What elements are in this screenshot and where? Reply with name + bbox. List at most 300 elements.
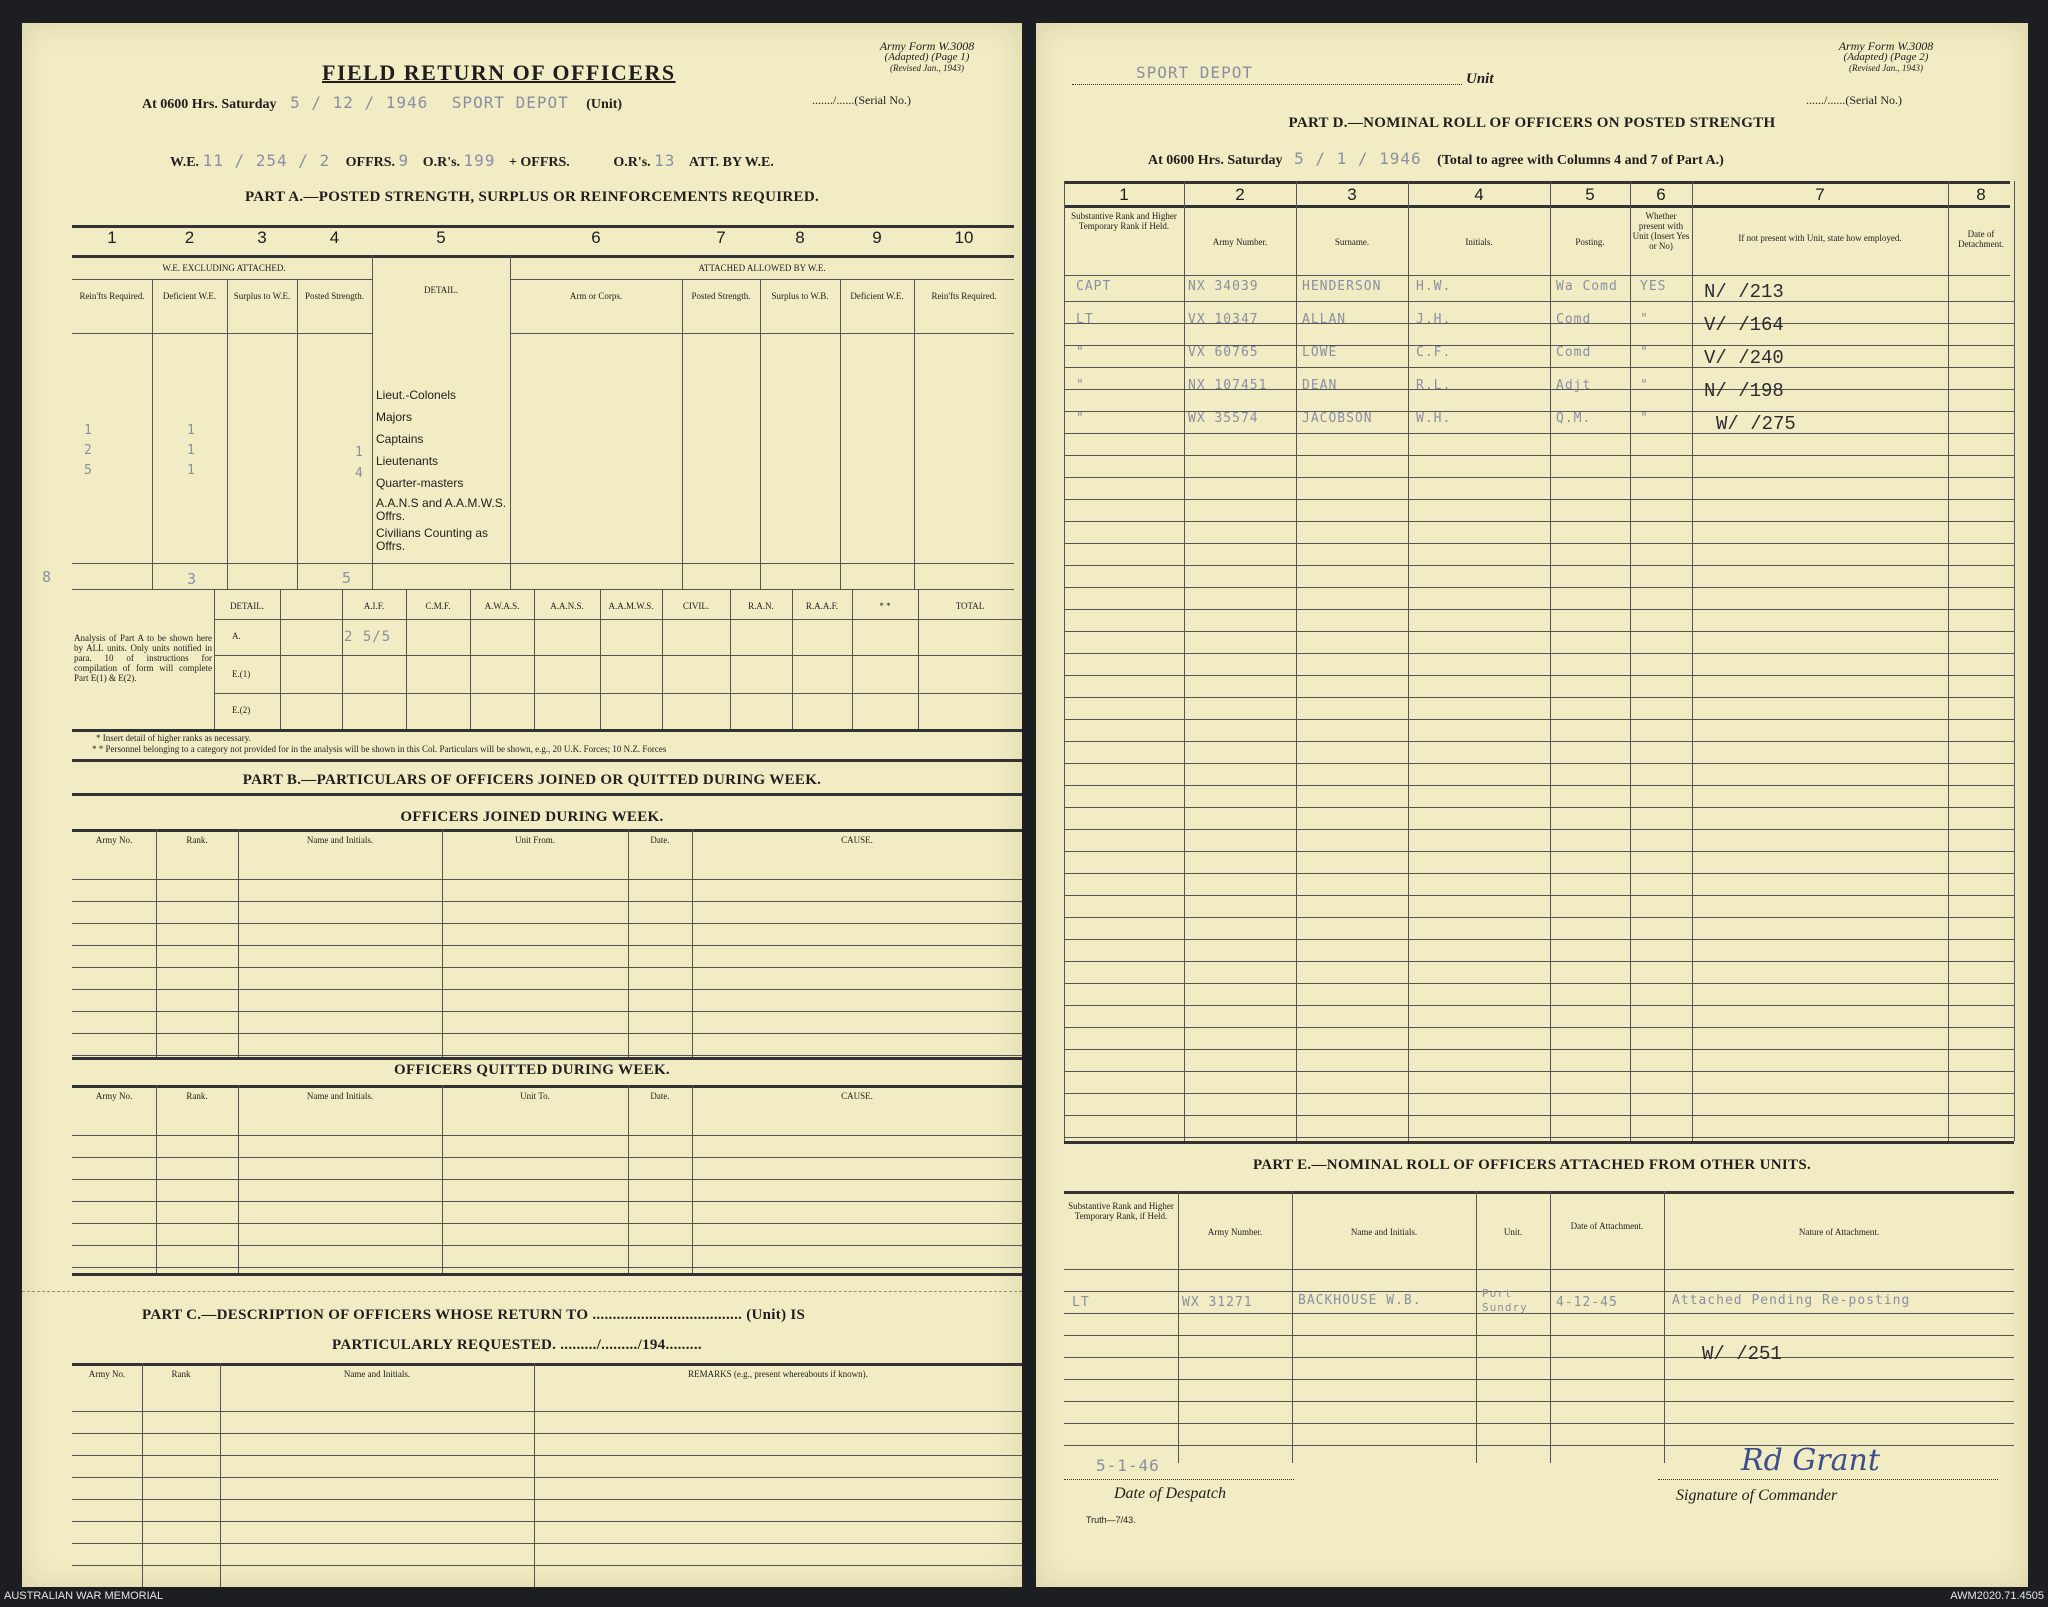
time-line (142, 93, 622, 113)
rule-h (72, 1245, 1022, 1246)
rule-v (156, 829, 157, 1057)
table-header: Army No. (95, 1091, 133, 1101)
col-number: 5 (1585, 185, 1595, 204)
rule-h (72, 1201, 1022, 1202)
rule-h (72, 1521, 1022, 1522)
rule-v (628, 829, 629, 1057)
col-header: Date of Detachment. (1958, 229, 2004, 249)
col-number: 3 (1347, 185, 1357, 204)
detail-row: A.A.N.S and A.A.M.W.S. Offrs. (376, 496, 507, 523)
hw-initials: W.H. (1416, 411, 1452, 426)
hw-army-no: NX 34039 (1188, 279, 1259, 294)
we-excluding-label: W.E. EXCLUDING ATTACHED. (162, 263, 286, 273)
rule-h (1064, 895, 2014, 896)
hw-total: 5 (342, 569, 353, 587)
col-header: Surplus to W.B. (771, 291, 829, 301)
rule-h (1064, 741, 2014, 742)
hw-army-no: WX 31271 (1182, 1295, 1253, 1310)
col-header: DETAIL. (423, 285, 459, 295)
col-number: 8 (795, 228, 805, 247)
ors-label: O.R's. (422, 155, 461, 170)
form-page-1 (22, 23, 1022, 1587)
rule-h (1064, 521, 2014, 522)
col-header: Posting. (1575, 237, 1605, 247)
rule (72, 1363, 1022, 1366)
rule (72, 729, 1022, 732)
col-header: Arm or Corps. (569, 291, 623, 301)
hw-surname: JACOBSON (1302, 411, 1373, 426)
hw-rank: " (1076, 411, 1085, 426)
hw-initials: H.W. (1416, 279, 1452, 294)
rule-h (72, 1135, 1022, 1136)
col-number: 6 (591, 228, 601, 247)
col-header: Surname. (1334, 237, 1370, 247)
rule-h (1064, 1335, 2014, 1336)
rule-h (1064, 455, 2014, 456)
col-number: 7 (1815, 185, 1825, 204)
hw-offrs-value: 9 (398, 151, 410, 170)
col-number: 6 (1656, 185, 1666, 204)
time-line-suffix: (Total to agree with Columns 4 and 7 of Part A.) (1437, 153, 1724, 168)
unit-dotted-line (1072, 84, 1462, 85)
hw-posting: Adjt (1556, 378, 1592, 393)
form-id-line: (Adapted) (Page 2) (1843, 51, 1929, 63)
rule-h (1064, 543, 2014, 544)
detail-row: Captains (376, 432, 424, 446)
rule-v (1408, 181, 1409, 1141)
page-title: FIELD RETURN OF OFFICERS (322, 60, 676, 85)
hw-surname: ALLAN (1302, 312, 1347, 327)
part-b-title: PART B.—PARTICULARS OF OFFICERS JOINED OR QUITTED DURING WEEK. (242, 772, 822, 788)
hw-reinfts: 1 (84, 423, 93, 438)
despatch-dotted-line (1064, 1479, 1294, 1480)
hw-unit: Port Sundry (1482, 1287, 1528, 1314)
hw-army-no: NX 107451 (1188, 378, 1268, 393)
table-header: Rank. (186, 835, 208, 845)
col-header: Deficient W.E. (162, 291, 217, 301)
hw-rank: " (1076, 378, 1085, 393)
hw-ors-value: 199 (463, 151, 496, 170)
rule-h (72, 1157, 1022, 1158)
col-header: Substantive Rank and Higher Temporary Rank if Held. (1071, 211, 1177, 231)
hw-initials: J.H. (1416, 312, 1452, 327)
hw-present: " (1640, 312, 1649, 327)
table-header: Name and Initials. (306, 1091, 374, 1101)
serial-no: ....../......(Serial No.) (1806, 93, 1902, 107)
time-line-prefix: At 0600 Hrs. Saturday (1148, 153, 1283, 168)
rule-h (72, 1223, 1022, 1224)
hw-rank: CAPT (1076, 279, 1112, 294)
rule-h (72, 989, 1022, 990)
rule (72, 333, 372, 334)
detail-row: Lieut.-Colonels (376, 388, 457, 402)
ors2-label: O.R's. (613, 155, 651, 170)
rule-h (1064, 763, 2014, 764)
hw-surname: HENDERSON (1302, 279, 1382, 294)
part-c-line-2: PARTICULARLY REQUESTED. ........./........./194......... (332, 1337, 702, 1353)
rule-h (1064, 1093, 2014, 1094)
form-page-2 (1036, 23, 2028, 1587)
hw-total: 8 (42, 568, 53, 586)
analysis-header: A.I.F. (363, 601, 385, 611)
table-header: Unit From. (514, 835, 555, 845)
col-header: Surplus to W.E. (233, 291, 291, 301)
hw-despatch-date: 5-1-46 (1096, 1456, 1160, 1475)
analysis-header: TOTAL (955, 601, 985, 611)
rule-h (72, 1499, 1022, 1500)
col-number: 4 (329, 228, 340, 247)
table-header: Army No. (88, 1369, 126, 1379)
col-header: Name and Initials. (1350, 1227, 1418, 1237)
rule-h (1064, 1357, 2014, 1358)
rule-h (1064, 301, 2014, 302)
rule-h (72, 923, 1022, 924)
hw-we-value: 11 / 254 / 2 (202, 151, 331, 170)
unit-suffix: (Unit) (586, 97, 623, 112)
hw-surname: DEAN (1302, 378, 1338, 393)
table-header: Rank (171, 1369, 191, 1379)
rule-h (1064, 873, 2014, 874)
hw-date: 5 / 12 / 1946 (290, 93, 429, 112)
rule-h (1064, 983, 2014, 984)
detail-row: Majors (376, 410, 413, 424)
hw-date: 5 / 1 / 1946 (1294, 149, 1422, 168)
col-number: 7 (716, 228, 726, 247)
col-number: 8 (1976, 185, 1986, 204)
part-e-title: PART E.—NOMINAL ROLL OF OFFICERS ATTACHED FROM OTHER UNITS. (1252, 1157, 1812, 1173)
col-number: 9 (872, 228, 882, 247)
rule-h (1064, 587, 2014, 588)
table-header: Army No. (95, 835, 133, 845)
rule (72, 793, 1022, 796)
col-number: 3 (257, 228, 267, 247)
rule-h (72, 1455, 1022, 1456)
stamp-number: V/ /240 (1704, 347, 1784, 369)
analysis-header: R.A.A.F. (805, 601, 839, 611)
col-number: 2 (184, 228, 195, 247)
hw-initials: C.F. (1416, 345, 1452, 360)
rule-h (214, 655, 1022, 656)
hw-present: " (1640, 378, 1649, 393)
rule-h (72, 1267, 1022, 1268)
rule-v (1630, 181, 1631, 1141)
unit-label: Unit (1466, 71, 1494, 87)
rule-h (1064, 1005, 2014, 1006)
rule-v (914, 279, 915, 589)
rule-h (214, 693, 1022, 694)
col-header: Army Number. (1212, 237, 1268, 247)
hw-posting: Comd (1556, 345, 1592, 360)
rule-v (840, 279, 841, 589)
analysis-row-label: E.(2) (232, 705, 251, 715)
rule-h (72, 967, 1022, 968)
part-c-line-1: PART C.—DESCRIPTION OF OFFICERS WHOSE RETURN TO ..................................... (Unit) IS (142, 1307, 806, 1323)
analysis-header: CIVIL. (682, 601, 710, 611)
rule (1064, 275, 2010, 276)
part-a-title: PART A.—POSTED STRENGTH, SURPLUS OR REINFORCEMENTS REQUIRED. (244, 189, 820, 205)
rule-v (280, 589, 281, 729)
analysis-row-label: A. (232, 631, 241, 641)
hw-posting: Q.M. (1556, 411, 1592, 426)
hw-army-no: WX 35574 (1188, 411, 1259, 426)
rule-h (1064, 1071, 2014, 1072)
col-number: 10 (954, 228, 974, 247)
analysis-header: C.M.F. (425, 601, 451, 611)
signature-label: Signature of Commander (1676, 1487, 1838, 1504)
rule-h (1064, 785, 2014, 786)
rule-h (72, 1179, 1022, 1180)
rule-h (72, 945, 1022, 946)
form-id-line: (Revised Jan., 1943) (890, 63, 964, 73)
form-id-line: Army Form W.3008 (1838, 39, 1934, 53)
rule-v (682, 279, 683, 589)
col-header: Whether present with Unit (Insert Yes or No) (1632, 211, 1690, 251)
rule (1064, 1191, 2014, 1194)
stamp-number: W/ /251 (1702, 1343, 1782, 1365)
hw-deficient: 1 (187, 443, 196, 458)
hw-reinfts: 5 (84, 463, 93, 478)
rule-h (1064, 565, 2014, 566)
col-header: Rein'fts Required. (79, 291, 145, 301)
rule-h (1064, 477, 2014, 478)
col-number: 4 (1474, 185, 1484, 204)
quitted-title: OFFICERS QUITTED DURING WEEK. (394, 1062, 670, 1078)
rule-h (1064, 1115, 2014, 1116)
detail-row: Lieutenants (376, 454, 439, 468)
joined-title: OFFICERS JOINED DURING WEEK. (400, 809, 664, 825)
rule-h (1064, 697, 2014, 698)
rule-v (238, 829, 239, 1057)
rule-h (1064, 961, 2014, 962)
rule-v (1184, 181, 1185, 1141)
rule-h (1064, 1137, 2014, 1138)
hw-reinfts: 2 (84, 443, 93, 458)
signature-dotted-line (1658, 1479, 1998, 1480)
hw-posting: Wa Comd (1556, 279, 1618, 294)
form-id-line: Army Form W.3008 (879, 39, 975, 53)
hw-rank: LT (1076, 312, 1094, 327)
rule-h (72, 1433, 1022, 1434)
hw-deficient: 1 (187, 463, 196, 478)
rule-h (1064, 653, 2014, 654)
col-header: Date of Attachment. (1570, 1221, 1644, 1231)
col-header: Posted Strength. (304, 291, 364, 301)
rule (510, 279, 1014, 280)
analysis-note: Analysis of Part A to be shown here by ALL units. Only units notified in para. 10 of instructions for compilation of form will complete Part E(1) & E(2). (74, 633, 212, 683)
footer-left: AUSTRALIAN WAR MEMORIAL (4, 1590, 164, 1602)
rule-h (72, 901, 1022, 902)
rule-h (214, 619, 1022, 620)
rule-h (1064, 499, 2014, 500)
table-header: Date. (650, 1091, 670, 1101)
rule-h (1064, 1379, 2014, 1380)
rule-h (1064, 807, 2014, 808)
time-line-prefix: At 0600 Hrs. Saturday (142, 97, 277, 112)
rule-v (1550, 181, 1551, 1141)
stamp-number: W/ /275 (1716, 413, 1796, 435)
rule-v (220, 1363, 221, 1587)
rule-h (1064, 631, 2014, 632)
rule-v (227, 279, 228, 589)
col-header: Army Number. (1207, 1227, 1263, 1237)
rule-h (1064, 851, 2014, 852)
rule-h (1064, 609, 2014, 610)
rule (1064, 1141, 2014, 1144)
hw-initials: R.L. (1416, 378, 1452, 393)
rule-h (1064, 433, 2014, 434)
rule-v (152, 279, 153, 589)
table-header: Unit To. (520, 1091, 550, 1101)
footnote-2: * * Personnel belonging to a category not provided for in the analysis will be shown in this Col. Particulars will be shown, e.g., 20 U.K. Forces; 10 N.Z. Forces (92, 744, 667, 754)
rule (72, 1273, 1022, 1276)
hw-present: " (1640, 411, 1649, 426)
rule-v (2014, 181, 2015, 1141)
hw-posted: 1 (355, 445, 364, 460)
rule-h (72, 879, 1022, 880)
rule-h (1064, 1049, 2014, 1050)
rule-v (1296, 181, 1297, 1141)
rule-v (297, 279, 298, 589)
rule-h (1064, 1401, 2014, 1402)
analysis-header: A.A.M.W.S. (608, 601, 654, 611)
form-id-block (837, 41, 1017, 74)
rule-v (534, 1363, 535, 1587)
rule-v (442, 829, 443, 1057)
hw-aif: 2 5/5 (344, 629, 392, 645)
rule (510, 333, 1014, 334)
rule (72, 1085, 1022, 1088)
plus-offrs-label: + OFFRS. (508, 155, 570, 170)
col-header: Posted Strength. (691, 291, 751, 301)
analysis-header: A.W.A.S. (484, 601, 520, 611)
col-number: 5 (436, 228, 446, 247)
despatch-label: Date of Despatch (1114, 1485, 1226, 1502)
att-label: ATT. BY W.E. (688, 155, 774, 170)
rule-h (72, 1543, 1022, 1544)
table-header: REMARKS (e.g., present whereabouts if known). (688, 1369, 868, 1379)
rule-h (1064, 1269, 2014, 1270)
col-number: 1 (1119, 185, 1129, 204)
detail-row: Civilians Counting as Offrs. (376, 526, 489, 553)
rule-v (692, 829, 693, 1057)
table-header: Name and Initials. (306, 835, 374, 845)
hw-deficient: 1 (187, 423, 196, 438)
time-line (1148, 149, 1724, 169)
col-header: Deficient W.E. (850, 291, 904, 301)
rule (72, 279, 372, 280)
hw-posted: 4 (355, 466, 364, 481)
rule-h (1064, 719, 2014, 720)
rule-h (72, 1477, 1022, 1478)
hw-rank: LT (1072, 1295, 1090, 1310)
hw-posting: Comd (1556, 312, 1592, 327)
col-header: Nature of Attachment. (1798, 1227, 1880, 1237)
form-id-block (1796, 41, 1976, 74)
hw-surname: LOWE (1302, 345, 1338, 360)
hw-army-no: VX 60765 (1188, 345, 1259, 360)
table-header: Date. (650, 835, 670, 845)
col-header: If not present with Unit, state how employed. (1738, 233, 1902, 243)
rule-v (1692, 181, 1693, 1141)
rule-v (1064, 181, 1065, 1141)
form-id-line: (Adapted) (Page 1) (884, 51, 970, 63)
rule (1064, 181, 2010, 184)
hw-total: 3 (187, 570, 198, 588)
rule-h (1064, 1423, 2014, 1424)
rule-v (1948, 181, 1949, 1141)
col-number: 2 (1235, 185, 1245, 204)
hw-name: BACKHOUSE W.B. (1298, 1293, 1422, 1308)
rule-h (1064, 829, 2014, 830)
hw-unit: SPORT DEPOT (1136, 63, 1253, 82)
part-d-title: PART D.—NOMINAL ROLL OF OFFICERS ON POSTED STRENGTH (1288, 115, 1776, 131)
table-header: Rank. (186, 1091, 208, 1101)
fold-line (22, 1291, 1022, 1292)
table-header: CAUSE. (841, 835, 873, 845)
rule-v (760, 279, 761, 589)
rule-h (72, 1565, 1022, 1566)
analysis-header: * * (879, 601, 891, 611)
stamp-number: V/ /164 (1704, 314, 1784, 336)
rule-v (372, 255, 373, 589)
rule (72, 563, 1014, 564)
hw-present: " (1640, 345, 1649, 360)
hw-present: YES (1640, 279, 1667, 294)
detail-row: Quarter-masters (376, 476, 464, 490)
rule (72, 255, 1014, 258)
rule-h (1064, 367, 2014, 368)
offrs-label: OFFRS. (345, 155, 396, 170)
rule (72, 1057, 1022, 1060)
col-header: Rein'fts Required. (931, 291, 997, 301)
serial-no: ......./......(Serial No.) (812, 93, 911, 107)
rule-h (72, 1033, 1022, 1034)
rule-h (72, 1011, 1022, 1012)
rule-h (72, 1411, 1022, 1412)
rule-h (1064, 1027, 2014, 1028)
hw-rank: " (1076, 345, 1085, 360)
we-line (170, 151, 990, 171)
footnote-1: * Insert detail of higher ranks as necessary. (96, 733, 251, 743)
hw-unit: SPORT DEPOT (451, 93, 569, 112)
analysis-header: DETAIL. (229, 601, 265, 611)
analysis-header: R.A.N. (748, 601, 774, 611)
analysis-row-label: E.(1) (232, 669, 251, 679)
hw-nature: Attached Pending Re-posting (1672, 1293, 1911, 1308)
col-number: 1 (107, 228, 117, 247)
hw-date: 4-12-45 (1556, 1295, 1618, 1310)
rule (72, 759, 1022, 762)
rule-h (1064, 675, 2014, 676)
rule-h (72, 1055, 1022, 1056)
rule-v (142, 1363, 143, 1587)
stamp-number: N/ /213 (1704, 281, 1784, 303)
rule (1064, 205, 2010, 208)
col-header: Initials. (1465, 237, 1493, 247)
col-header: Unit. (1503, 1227, 1523, 1237)
we-label: W.E. (170, 155, 200, 170)
attached-allowed-label: ATTACHED ALLOWED BY W.E. (698, 263, 826, 273)
form-id-line: (Revised Jan., 1943) (1849, 63, 1923, 73)
hw-ors2-value: 13 (654, 151, 676, 170)
stamp-number: N/ /198 (1704, 380, 1784, 402)
hw-army-no: VX 10347 (1188, 312, 1259, 327)
table-header: Name and Initials. (343, 1369, 411, 1379)
rule (72, 829, 1022, 832)
rule-h (1064, 939, 2014, 940)
col-header: Substantive Rank and Higher Temporary Rank, if Held. (1068, 1201, 1174, 1221)
signature: Rd Grant (1741, 1443, 1880, 1478)
